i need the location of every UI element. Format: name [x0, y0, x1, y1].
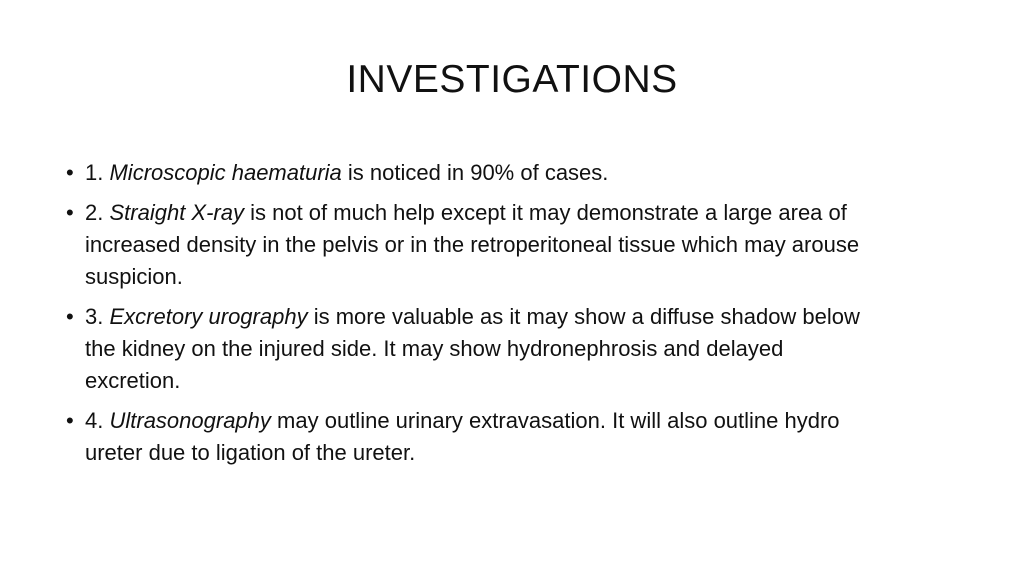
bullet-item-4	[66, 405, 866, 469]
bullet-emphasis: Microscopic haematuria	[109, 160, 342, 185]
bullet-icon: •	[66, 160, 74, 185]
bullet-text: may outline urinary extravasation. It will also outline hydro ureter due to ligation of the ureter.	[85, 408, 840, 465]
bullet-item-2	[66, 197, 866, 293]
bullet-text: is not of much help except it may demonstrate a large area of increased density in the pelvis or in the retroperitoneal tissue which may arouse suspicion.	[85, 200, 860, 289]
bullet-number: 2.	[85, 200, 104, 225]
bullet-number: 3.	[85, 304, 104, 329]
bullet-number: 1.	[85, 160, 104, 185]
slide-title: INVESTIGATIONS	[346, 58, 678, 101]
bullet-icon: •	[66, 408, 74, 433]
bullet-text: is noticed in 90% of cases.	[347, 160, 609, 185]
bullet-item-3	[66, 301, 866, 397]
bullet-icon: •	[66, 304, 74, 329]
bullet-emphasis: Excretory urography	[109, 304, 308, 329]
bullet-icon: •	[66, 200, 74, 225]
bullet-emphasis: Straight X-ray	[109, 200, 244, 225]
bullet-text: is more valuable as it may show a diffuse shadow below the kidney on the injured side. It may show hydronephrosis and delayed excretion.	[85, 304, 860, 393]
bullet-list	[66, 157, 866, 477]
bullet-item-1	[66, 157, 866, 189]
bullet-number: 4.	[85, 408, 104, 433]
bullet-emphasis: Ultrasonography	[109, 408, 271, 433]
